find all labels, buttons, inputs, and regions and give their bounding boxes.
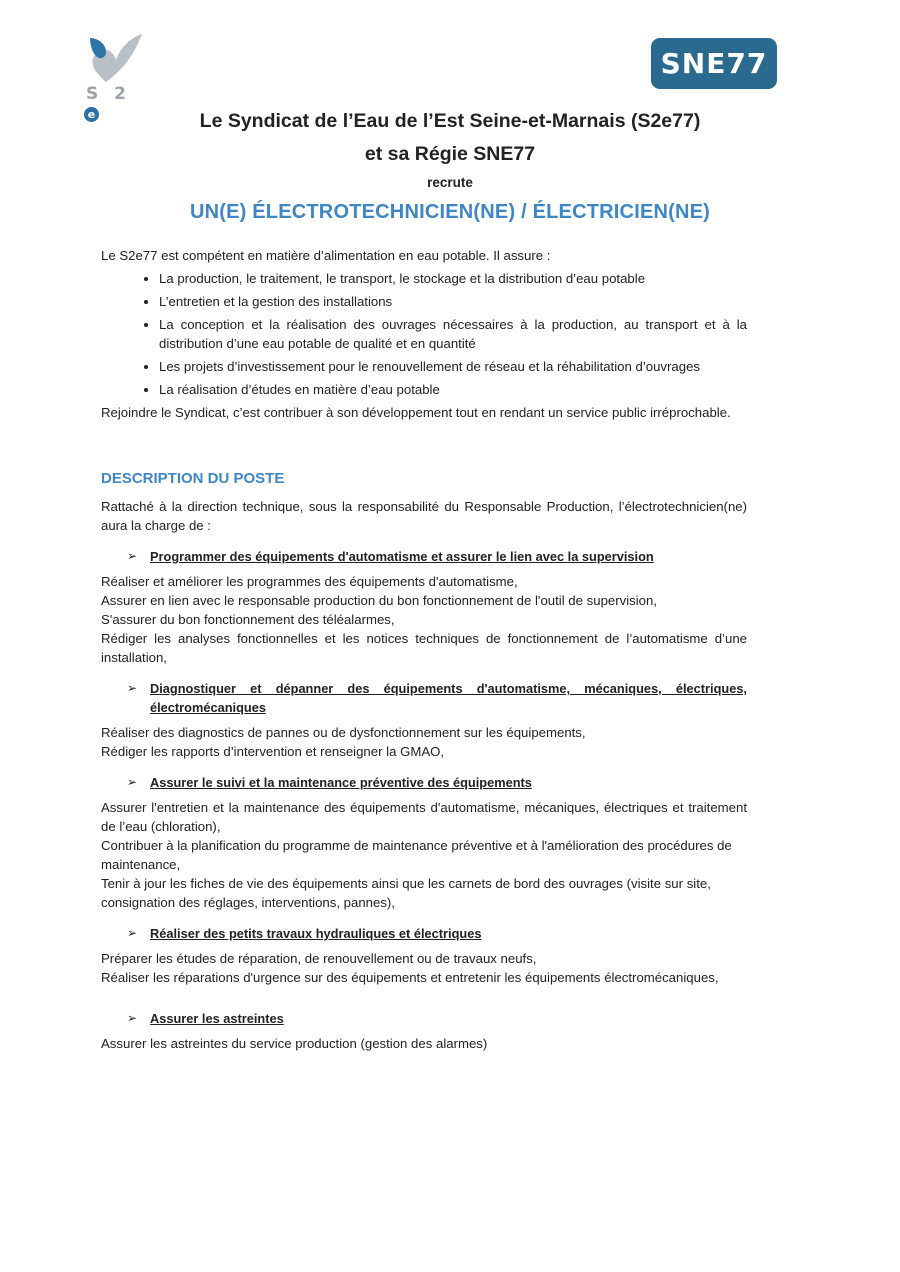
task-heading bbox=[101, 679, 747, 717]
task-heading-text: Diagnostiquer et dépanner des équipements d'automatisme, mécaniques, électriques, électromécaniques bbox=[150, 681, 747, 715]
intro-bullet: • La production, le traitement, le transport, le stockage et la distribution d’eau potable bbox=[159, 269, 747, 288]
task-heading-text: Réaliser des petits travaux hydrauliques et électriques bbox=[150, 926, 482, 941]
task-heading-text: Programmer des équipements d'automatisme et assurer le lien avec la supervision bbox=[150, 549, 654, 564]
intro-bullet: • L’entretien et la gestion des installations bbox=[159, 292, 747, 311]
arrow-bullet-icon: ➢ bbox=[127, 926, 138, 940]
intro-section bbox=[101, 246, 747, 422]
arrow-bullet-icon: ➢ bbox=[127, 775, 138, 789]
job-title: UN(E) ÉLECTROTECHNICIEN(NE) / ÉLECTRICIEN(NE) bbox=[189, 201, 711, 223]
task-line: Assurer l'entretien et la maintenance des équipements d'automatisme, mécaniques, électriques et traitement de l’eau (chloration), bbox=[101, 800, 747, 834]
arrow-bullet-icon: ➢ bbox=[127, 681, 138, 695]
heading-line-1: Le Syndicat de l’Eau de l’Est Seine-et-Marnais (S2e77) bbox=[199, 110, 701, 132]
task-heading bbox=[101, 773, 747, 792]
task-line: Préparer les études de réparation, de renouvellement ou de travaux neufs, bbox=[101, 951, 537, 966]
recrute-label: recrute bbox=[427, 175, 473, 190]
description-section bbox=[101, 497, 747, 1053]
task-line: Rédiger les rapports d’intervention et renseigner la GMAO, bbox=[101, 744, 445, 759]
task-line: Rédiger les analyses fonctionnelles et les notices techniques de fonctionnement de l’automatisme d’une installation, bbox=[101, 631, 747, 665]
heading-line-2: et sa Régie SNE77 bbox=[364, 143, 536, 165]
s2e-logo bbox=[84, 30, 148, 121]
s2e-logo-text: S 2 e bbox=[86, 84, 131, 121]
arrow-bullet-icon: ➢ bbox=[127, 549, 138, 563]
task-heading-text: Assurer les astreintes bbox=[150, 1011, 284, 1026]
arrow-bullet-icon: ➢ bbox=[127, 1011, 138, 1025]
task-line: Assurer en lien avec le responsable production du bon fonctionnement de l'outil de supervision, bbox=[101, 593, 658, 608]
task-heading bbox=[101, 1009, 747, 1028]
intro-bullet: • La conception et la réalisation des ouvrages nécessaires à la production, au transport et à la distribution d’une eau potable de qualité et en quantité bbox=[159, 315, 747, 353]
s2e-logo-e-badge: e bbox=[84, 107, 99, 122]
task-line: Contribuer à la planification du programme de maintenance préventive et à l'amélioration des procédures de maintenance, bbox=[101, 838, 732, 872]
intro-bullet: • Les projets d’investissement pour le renouvellement de réseau et la réhabilitation d’ouvrages bbox=[159, 357, 747, 376]
task-line: Réaliser des diagnostics de pannes ou de dysfonctionnement sur les équipements, bbox=[101, 725, 586, 740]
task-heading-text: Assurer le suivi et la maintenance préventive des équipements bbox=[150, 775, 532, 790]
section-title-description: DESCRIPTION DU POSTE bbox=[101, 470, 285, 487]
description-lead: Rattaché à la direction technique, sous la responsabilité du Responsable Production, l’électrotechnicien(ne) aura la charge de : bbox=[101, 499, 747, 533]
task-heading bbox=[101, 547, 747, 566]
intro-bullet: • La réalisation d’études en matière d’eau potable bbox=[159, 380, 747, 399]
task-line: Réaliser les réparations d'urgence sur des équipements et entretenir les équipements électromécaniques, bbox=[101, 970, 719, 985]
task-line: Réaliser et améliorer les programmes des équipements d'automatisme, bbox=[101, 574, 518, 589]
intro-bullet-list bbox=[101, 269, 747, 399]
intro-lead: Le S2e77 est compétent en matière d’alimentation en eau potable. Il assure : bbox=[101, 248, 551, 263]
task-line: S'assurer du bon fonctionnement des téléalarmes, bbox=[101, 612, 395, 627]
s2e-drop-heart-icon bbox=[84, 30, 148, 86]
task-heading bbox=[101, 924, 747, 943]
intro-closing: Rejoindre le Syndicat, c’est contribuer à son développement tout en rendant un service public irréprochable. bbox=[101, 405, 731, 420]
sne77-logo: SNE77 bbox=[651, 38, 777, 89]
task-line: Assurer les astreintes du service production (gestion des alarmes) bbox=[101, 1036, 488, 1051]
task-line: Tenir à jour les fiches de vie des équipements ainsi que les carnets de bord des ouvrages (visite sur site, consignation des réglages, interventions, pannes), bbox=[101, 876, 711, 910]
